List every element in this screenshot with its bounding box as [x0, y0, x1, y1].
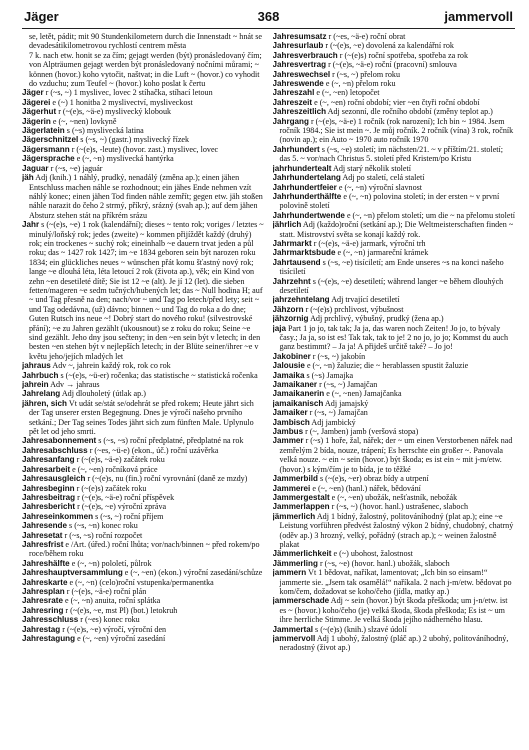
- entry-text: r (~es, ~ä-e) roční obrat: [328, 32, 406, 41]
- dictionary-entry: [22, 587, 265, 596]
- headword: jahrein: [22, 380, 49, 390]
- dictionary-entry: [273, 277, 516, 296]
- dictionary-entry: [273, 314, 516, 323]
- entry-text: e (~, ~n) polovina století; in der ersten ~ v první polovině století: [279, 191, 500, 211]
- headword: Jahresausgleich: [22, 474, 86, 484]
- headword: Jakobiner: [272, 351, 311, 361]
- dictionary-entry: [22, 51, 265, 89]
- entry-text: e (~, ~n) žaluzie; die ~ herablassen spustit žaluzie: [306, 361, 469, 371]
- dictionary-entry: [273, 220, 516, 239]
- entry-text: s (~s) Jamajka: [306, 370, 354, 380]
- headword: Jambus: [272, 427, 304, 437]
- dictionary-entry: [273, 502, 516, 511]
- entry-text: e (~, ~n) jarmareční krámek: [337, 248, 429, 258]
- dictionary-entry: [273, 625, 516, 634]
- entry-text: s (~s, ~e) tisíciletí; am Ende unseres ~s na konci našeho tisíciletí: [279, 257, 504, 277]
- dictionary-entry: [22, 625, 265, 634]
- headword: jamaikanisch: [272, 398, 324, 408]
- entry-text: Adj (každo)roční (setkání ap.); Die Weltmeisterschaften finden ~ statt. Mistrovství světa se konají každý rok.: [279, 220, 514, 239]
- entry-text: Adj 1 ubohý, žalostný (pláč ap.) 2 ubohý, politováníhodný, neradostný (život ap.): [279, 634, 509, 653]
- headword: jammerschade: [272, 596, 330, 606]
- dictionary-entry: [22, 634, 265, 643]
- dictionary-entry: [22, 493, 265, 502]
- entry-text: Adv ~, jahrein každý rok, rok co rok: [52, 361, 171, 371]
- headword: Jahreszahl: [272, 88, 315, 98]
- headword: Jägerlatein: [22, 126, 65, 136]
- dictionary-entry: [273, 98, 516, 107]
- headword: Jahreswechsel: [272, 69, 331, 79]
- entry-text: e (~, ~n) myslivecká hantýrka: [76, 154, 174, 164]
- headword: Jahresurlaub: [272, 41, 324, 51]
- dictionary-entry: [22, 126, 265, 135]
- entry-text: r (~(e)s) začátek roku: [76, 483, 147, 493]
- dictionary-entry: [273, 427, 516, 436]
- dictionary-entry: [22, 568, 265, 577]
- entry-text: e (~, ~en) ročníková práce: [72, 464, 158, 474]
- entry-text: r (~(e)s, nu (fin.) roční vyrovnání (daně ze mzdy): [87, 474, 248, 484]
- dictionary-entry: [273, 549, 516, 558]
- headword: Jahresschluss: [22, 615, 79, 625]
- dictionary-entry: [22, 559, 265, 568]
- headword: jaja: [272, 323, 287, 333]
- headword: Jammerbild: [272, 474, 318, 484]
- dictionary-entry: [22, 220, 265, 361]
- entry-text: Vt 1 bědovat, naříkat, lamentovat; „Ich bin so einsam!“ jammerte sie. „Jsem tak osamělá!“ naříkala. 2 nach j-m/etw. bědovat po kom/čem, dožadovat se koho/čeho (jídla, matky ap.): [279, 568, 512, 596]
- headword: Jahresbeitrag: [22, 492, 76, 502]
- dictionary-entry: [22, 389, 265, 398]
- headword: Jahreszeit: [272, 97, 313, 107]
- entry-text: e (~, ~nen) Jamajčanka: [326, 389, 402, 399]
- dictionary-entry: [273, 361, 516, 370]
- headword: Jahrestagung: [22, 634, 76, 643]
- dictionary-entry: [273, 60, 516, 69]
- headword: Jahresbeginn: [22, 483, 75, 493]
- headword: Jägerin: [22, 116, 51, 126]
- entry-text: s (~s, ~n) konec roku: [69, 521, 138, 531]
- dictionary-entry: [273, 399, 516, 408]
- dictionary-entry: [22, 436, 265, 445]
- dictionary-entry: [273, 408, 516, 417]
- headword: Jamaiker: [272, 408, 308, 418]
- dictionary-entry: [22, 371, 265, 380]
- headword: jammervoll: [272, 634, 316, 643]
- page-number: 368: [257, 9, 280, 24]
- entry-text: Adj (knih.) 1 náhlý, prudký, nenadálý (změna ap.); einen jähen Entschluss machen náhle se rozhodnout; ein jähes Ende nehmen vzít náhlý konec; einen jähen Tod finden náhle zemřít; gegen etw. jäh stoßen náhle narazit do čeho 2 strmý, příkrý, srázný (svah ap.); auf dem jähen Absturz stehen stát na příkrém srázu: [29, 173, 263, 220]
- headword: Jahresfrist: [22, 539, 64, 549]
- entry-text: Adj starý několik století: [333, 163, 412, 173]
- headword: Jahreshälfte: [22, 558, 70, 568]
- entry-text: Adj jambický: [311, 417, 356, 427]
- entry-text: Adj prchlivý, výbušný, prudký (žena ap.): [310, 314, 444, 324]
- headword: Jahrhundertelang: [272, 173, 341, 183]
- entry-text: Adj jamajský: [324, 398, 369, 408]
- entry-text: r (~s, ~) přelom roku: [332, 69, 400, 79]
- entry-text: s (~s, ~) (gastr.) myslivecký řízek: [80, 135, 190, 145]
- entry-text: e (~) 1 honitba 2 myslivectví, mysliveckost: [52, 97, 193, 107]
- headword: Jahreshauptversammlung: [22, 568, 123, 578]
- headword: Jahreseinkommen: [22, 511, 94, 521]
- entry-text: r (~, Jamben) jamb (veršová stopa): [305, 427, 419, 437]
- entry-text: e (~, ~en) výroční zasedání: [77, 634, 166, 643]
- entry-text: r (~(e)s, ~e) dovolená za kalendářní rok: [325, 41, 454, 51]
- entry-text: e (~, ~nen) lovkyně: [52, 116, 117, 126]
- dictionary-entry: [22, 164, 265, 173]
- dictionary-entry: [22, 361, 265, 370]
- entry-text: s (~s, ~s) roční předplatné, předplatné na rok: [98, 436, 244, 446]
- headword: Jahresbericht: [22, 502, 76, 512]
- headword: Jaguar: [22, 163, 49, 173]
- entry-text: r (~s, ~e) (hovor. hanl.) ubožák, slaboch: [319, 558, 450, 568]
- headword: Jämmerling: [272, 558, 318, 568]
- dictionary-entry: [273, 79, 516, 88]
- headword: jähzornig: [272, 314, 309, 324]
- entry-text: e (~, ~n) výroční slavnost: [338, 182, 423, 192]
- headword: Jahresanfang: [22, 455, 75, 465]
- dictionary-entry: [273, 173, 516, 182]
- headword: Jägersmann: [22, 144, 70, 154]
- headword: Jahrbuch: [22, 370, 59, 380]
- entry-text: s (~(e)s) (knih.) slzavé údolí: [315, 624, 407, 634]
- entry-text: s (~s) myslivecká latina: [66, 126, 144, 136]
- dictionary-entry: [22, 512, 265, 521]
- dictionary-entry: [273, 474, 516, 483]
- headword: Jammerlappen: [272, 502, 330, 512]
- entry-text: r (~s, ~s) roční rozpočet: [64, 530, 143, 540]
- entry-text: r (~(e)s, ~ä-e) jarmark, výroční trh: [313, 238, 426, 248]
- headword: Jammertal: [272, 624, 313, 634]
- dictionary-entry: [22, 446, 265, 455]
- dictionary-entry: [22, 98, 265, 107]
- headword: Jahreskarte: [22, 577, 68, 587]
- dictionary-entry: [273, 70, 516, 79]
- dictionary-entry: [273, 258, 516, 277]
- headword: jahrzehntelang: [272, 295, 330, 305]
- entry-text: e (~, ~n) pololetí, půlrok: [71, 558, 152, 568]
- headword: Jägersprache: [22, 154, 75, 164]
- dictionary-entry: [273, 41, 516, 50]
- dictionary-entry: [22, 531, 265, 540]
- dictionary-entry: [273, 295, 516, 304]
- dictionary-entry: [273, 305, 516, 314]
- dictionary-entry: [273, 117, 516, 145]
- dictionary-entry: [22, 465, 265, 474]
- entry-text: r (~(e)s) roční spotřeba, spotřeba za rok: [339, 50, 468, 60]
- headword: jahraus: [22, 361, 51, 371]
- headword: Jahrtausend: [272, 257, 321, 267]
- entry-text: s (~(e)s, ~e) 1 rok (kalendářní); dieses ~ tento rok; voriges / letztes ~ minulý/loňský rok; jedes (zweite) ~ kommen přijíždět každý (druhý) rok; ein trockenes ~ suchý rok; eineinhalb ~e dauern trvat jeden a půl roku; das ~ 1427 rok 1427; im ~e 1834 geboren sein být narozen roku 1834; ein glückliches neues ~ wünschen přát komu šťastný nový rok; lange ~e dlouhá léta, léta letoucí 2 rok (života ap.), věk; ein Kind von zehn ~en desetileté dítě; Sie ist 12 ~e (alt). Je jí 12 (let). die sieben fetten/mageren ~e sedm tučných/hubených let; das ~ Null hodina H; auf ~ und Tag přesně na den; nach/vor ~ und Tag po letech/před lety; seit ~ und Tag odedávna, (už) dávno; binnen ~ und Tag do roka a do dne; Guten Rutsch ins neue ~! Dobrý start do nového roku! (silvestrovské přání); ~e zu Jahren gezählt (ukousnout) se z roku do roku; Seine ~e sind gezählt. Jeho dny jsou sečteny; in den ~en sein být v letech; in den besten ~en stehen být v nejlepších letech; in der Blüte seiner/ihrer ~e v květu jeho/jejích mladých let: [29, 220, 264, 361]
- entry-text: e (~) ubohost, žalostnost: [333, 549, 413, 559]
- dictionary-entry: [22, 135, 265, 144]
- entry-text: Part 1 jo jo, tak tak; Ja ja, das waren noch Zeiten! Jo jo, to bývaly časy.; Ja ja, so ist es! Tak tak, tak to je! 2 no jo, jo jo; Kommst du auch ganz bestimmt? – Ja ja! A přijdeš určitě také? – Jo jo!: [279, 323, 508, 352]
- entry-text: s (~(e)s, ~e) desetiletí; während langer ~e během dlouhých desetiletí: [279, 276, 504, 295]
- dictionary-entry: [273, 32, 516, 41]
- left-guide-word: Jäger: [24, 9, 59, 24]
- headword: Jahrhundertfeier: [272, 182, 337, 192]
- entry-text: r (~(e)s, ~ä-e) začátek roku: [76, 455, 165, 465]
- entry-text: Adj sezonní, dle ročního období (změny teplot ap.): [327, 107, 493, 117]
- headword: jäh: [22, 173, 34, 183]
- entry-text: r (~es, ~ü-e) (ekon., úč.) roční uzávěrka: [89, 445, 219, 455]
- headword: Jamaika: [272, 370, 305, 380]
- headword: Jahrgang: [272, 116, 309, 126]
- dictionary-entry: [273, 436, 516, 474]
- entry-text: Adj 1 bídný, žalostný, politováníhodný (plat ap.); eine ~e Leistung vorführen předvést žalostný výkon 2 bídný, chudobný, chatrný (oděv ap.) 3 hrozný, velký, pořádný (strach ap.); ~ weinen žalostně plakat: [279, 511, 514, 549]
- entry-text: e (~, ~en) (hanl.) nářek, bědování: [312, 483, 421, 493]
- dictionary-entry: [22, 578, 265, 587]
- headword: Jahreszeitlich: [272, 107, 327, 117]
- entry-text: r (~(e)s, ~ä-e) roční příspěvek: [77, 492, 175, 502]
- right-guide-word: jammervoll: [444, 9, 513, 24]
- headword: jahrhundertealt: [272, 163, 332, 173]
- entry-text: r (~s, ~) Jamajčan: [309, 408, 368, 418]
- headword: Jägerschnitzel: [22, 135, 79, 145]
- dictionary-entry: [22, 596, 265, 605]
- entry-text: r (~(e)s) prchlivost, výbušnost: [305, 304, 404, 314]
- entry-text: r (~es) konec roku: [80, 615, 140, 625]
- headword: Jammer: [272, 436, 304, 446]
- entry-text: Adj dlouholetý (útlak ap.): [61, 389, 146, 399]
- dictionary-entry: [273, 239, 516, 248]
- dictionary-entry: [22, 32, 265, 51]
- headword: Jägerei: [22, 97, 51, 107]
- entry-text: e (~, ~n) anuita, roční splátka: [64, 596, 161, 606]
- entry-text: e (~, ~en) (ekon.) výroční zasedání/schůze: [124, 568, 263, 578]
- dictionary-entry: [273, 164, 516, 173]
- headword: Jahrestag: [22, 624, 61, 634]
- dictionary-entry: [273, 493, 516, 502]
- entry-text: r (~s, ~) 1 myslivec, lovec 2 stíhačka, stíhací letoun: [45, 88, 213, 98]
- headword: Jahresetat: [22, 530, 63, 540]
- dictionary-entry: [22, 107, 265, 116]
- headword: Jahresvertrag: [272, 60, 327, 70]
- headword: Jahrhundertwende: [272, 210, 345, 220]
- dictionary-entry: [22, 502, 265, 511]
- headword: Jahreswende: [272, 79, 324, 89]
- headword: Jahr: [22, 220, 40, 230]
- headword: Jahresrate: [22, 596, 63, 606]
- dictionary-entry: [22, 173, 265, 220]
- dictionary-entry: [22, 606, 265, 615]
- headword: Jahresverbrauch: [272, 50, 338, 60]
- dictionary-entry: [22, 455, 265, 464]
- dictionary-entry: [273, 145, 516, 164]
- headword: Jämmerlichkeit: [272, 549, 332, 559]
- headword: Jamaikaner: [272, 380, 318, 390]
- dictionary-entry: [273, 51, 516, 60]
- entry-text: Adj po staletí, celá staletí: [342, 173, 425, 183]
- dictionary-entry: [22, 145, 265, 154]
- entry-text: r (~(e)s, ~e) výročí, výroční den: [62, 624, 167, 634]
- entry-text: s (~s, ~) roční příjem: [95, 511, 164, 521]
- entry-text: Adj trvající desetiletí: [331, 295, 400, 305]
- entry-text: e (~, ~n) přelom roku: [325, 79, 396, 89]
- entry-text: r (~(e)s, ~ä-e) myslivecký klobouk: [58, 107, 172, 117]
- entry-text: r (~s, ~e) jaguár: [50, 163, 103, 173]
- headword: Jahrhunderthälfte: [272, 191, 342, 201]
- page-header: [22, 8, 515, 29]
- entry-text: e (~, ~en) letopočet: [316, 88, 380, 98]
- dictionary-entry: [273, 88, 516, 97]
- dictionary-entry: [273, 380, 516, 389]
- headword: Jahresplan: [22, 586, 65, 596]
- dictionary-entry: [22, 399, 265, 437]
- entry-text: 7 k. nach etw. honit se za čím; gejagt werden (být) pronásledovaný čím; von Alpträumen gejagt werden být pronásledovaný nočními můrami; ~ können (hovor.) koho vytočit, naštvat; in die Luft ~ (hovor.) co vyhodit do vzduchu; zum Teufel ~ (hovor.) koho poslat k čertu: [29, 50, 262, 89]
- dictionary-entry: [273, 371, 516, 380]
- entry-text: s (~(e)s, ~ü-er) ročenka; das statistische ~ statistická ročenka: [60, 370, 258, 380]
- headword: Jahrmarktsbude: [272, 248, 336, 258]
- headword: jämmerlich: [272, 511, 316, 521]
- entry-text: r (~(e)s, ~ä-e) roční plán: [66, 586, 147, 596]
- headword: Jäger: [22, 88, 44, 98]
- dictionary-entry: [273, 418, 516, 427]
- headword: Jahresabschluss: [22, 445, 88, 455]
- right-column: [273, 32, 516, 746]
- dictionary-entry: [273, 211, 516, 220]
- entry-columns: [22, 32, 515, 746]
- headword: Jammergestalt: [272, 492, 330, 502]
- dictionary-entry: [22, 154, 265, 163]
- dictionary-entry: [22, 521, 265, 530]
- entry-text: r (~(e)s, ~ä-e) 1 ročník (rok narození); Ich bin ~ 1984. Jsem ročník 1984.; Sie ist mein ~. Je můj ročník. 2 ročník (vína) 3 rok, ročník (novin ap.); ein Auto ~ 1970 auto ročník 1970: [279, 116, 514, 145]
- dictionary-entry: [22, 540, 265, 559]
- entry-text: e (~, ~n) (celo)roční vstupenka/permanentka: [69, 577, 214, 587]
- entry-text: Adj ~ sein (hovor.) být škoda přeškoda; um j-n/etw. ist es ~ (hovor.) koho/čeho (je) velká škoda, škoda přeškoda; Es ist ~ um ihre herrliche Stimme. Je velká škoda jejího nádherného hlasu.: [279, 596, 508, 625]
- dictionary-entry: [273, 559, 516, 568]
- dictionary-entry: [273, 183, 516, 192]
- entry-text: e (~, ~en) roční období; vier ~en čtyři roční období: [314, 97, 480, 107]
- dictionary-entry: [22, 117, 265, 126]
- headword: Jahrmarkt: [272, 238, 312, 248]
- headword: Jähzorn: [272, 304, 304, 314]
- entry-text: r (~s, ~) jakobín: [312, 351, 366, 361]
- entry-text: r (~s, ~) (hovor. hanl.) ustrašenec, slaboch: [331, 502, 469, 512]
- dictionary-entry: [273, 596, 516, 624]
- dictionary-entry: [273, 568, 516, 596]
- entry-text: r (~(e)s, ~e, mst Pl) (bot.) letokruh: [65, 605, 178, 615]
- entry-text: se, letět, pádit; mit 90 Stundenkilometern durch die Innenstadt ~ hnát se devadesátikilometrovou rychlostí centrem města: [29, 32, 262, 51]
- entry-text: s (~s, ~e) století; im nächsten/21. ~ v příštím/21. století; das 5. ~ vor/nach Christus 5. století před Kristem/po Kristu: [279, 144, 504, 164]
- dictionary-entry: [273, 512, 516, 550]
- dictionary-entry: [273, 634, 516, 653]
- headword: jammern: [272, 568, 307, 578]
- entry-text: r (~(e)s, ~ä-e) roční (pracovní) smlouva: [328, 60, 457, 70]
- dictionary-entry: [22, 380, 265, 389]
- headword: Jahrelang: [22, 389, 61, 399]
- headword: jähren, sich: [22, 398, 67, 408]
- entry-text: s (~(e)s, ~er) obraz bídy a utrpení: [319, 474, 429, 484]
- headword: Jamaikanerin: [272, 389, 325, 399]
- dictionary-entry: [273, 248, 516, 257]
- dictionary-entry: [22, 474, 265, 483]
- dictionary-entry: [273, 389, 516, 398]
- dictionary-entry: [22, 484, 265, 493]
- headword: Jahrzehnt: [272, 276, 311, 286]
- headword: Jahresarbeit: [22, 464, 71, 474]
- entry-text: e /Art. (úřed.) roční lhůta; vor/nach/binnen ~ před rokem/po roce/během roku: [29, 539, 260, 559]
- entry-text: r (~s, ~) Jamajčan: [319, 380, 378, 390]
- entry-text: r (~(e)s, ~e) výroční zpráva: [77, 502, 167, 512]
- entry-text: Vt udát se/stát se/odehrát se před rokem; Heute jährt sich der Tag unserer ersten Begegnung. Dnes je výročí našeho prvního setkání.; Der Tag seines Todes jährt sich zum fünften Male. Uplynulo pět let od jeho smrti.: [29, 398, 254, 437]
- dictionary-entry: [22, 88, 265, 97]
- dictionary-entry: [22, 615, 265, 624]
- headword: Jambisch: [272, 417, 310, 427]
- entry-text: e (~, ~en) ubožák, nešťastník, nebožák: [331, 492, 458, 502]
- headword: jährlich: [272, 220, 302, 230]
- left-column: [22, 32, 265, 746]
- headword: Jammerei: [272, 483, 311, 493]
- dictionary-entry: [273, 484, 516, 493]
- entry-text: r (~s) 1 hoře, žal, nářek; der ~ um einen Verstorbenen nářek nad zemřelým 2 bída, nouze, trápení; Es herrschte ein großer ~. Panovala velká nouze. ~ ein ~ sein (hovor.) být škoda; es ist ein ~ mit j-m/etw. (hovor.) s kým/čím je to bída, je to těžké: [279, 436, 513, 474]
- headword: Jägerhut: [22, 107, 57, 117]
- headword: Jahresumsatz: [272, 32, 327, 41]
- headword: Jahrhundert: [272, 144, 320, 154]
- headword: Jahresende: [22, 521, 67, 531]
- headword: Jahresring: [22, 605, 64, 615]
- dictionary-entry: [273, 107, 516, 116]
- dictionary-entry: [273, 352, 516, 361]
- dictionary-entry: [273, 324, 516, 352]
- entry-text: r (~(e)s, -leute) (hovor. zast.) myslivec, lovec: [71, 144, 219, 154]
- headword: Jahresabonnement: [22, 436, 97, 446]
- entry-text: e (~, ~n) přelom století; um die ~ na přelomu století: [346, 210, 515, 220]
- dictionary-entry: [273, 192, 516, 211]
- headword: Jalousie: [272, 361, 305, 371]
- entry-text: Adv → jahraus: [50, 380, 100, 390]
